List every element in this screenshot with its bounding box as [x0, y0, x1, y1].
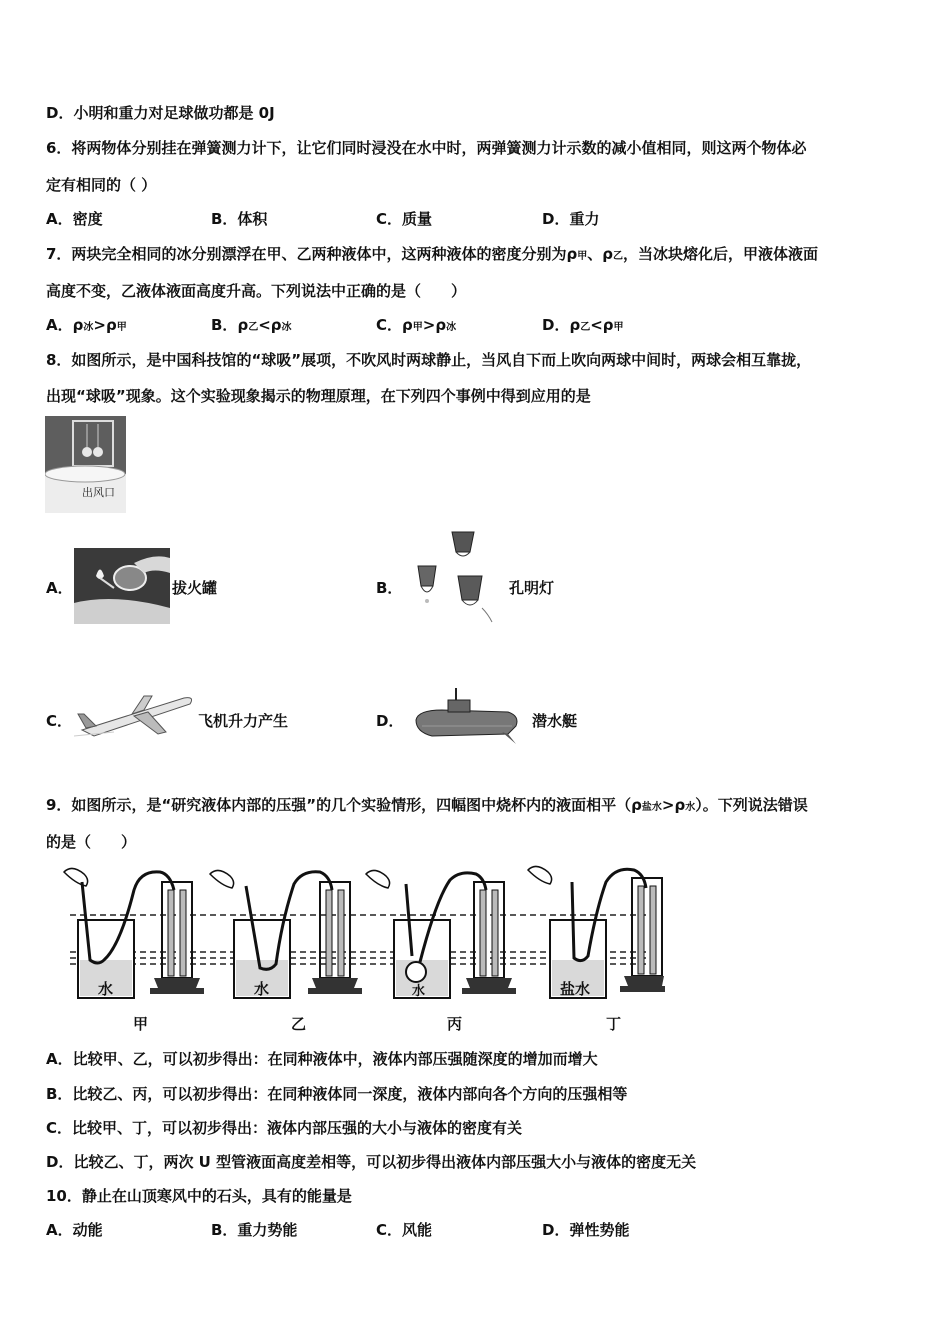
q7-option-d: [542, 314, 624, 335]
q6-option-b: B．体积: [211, 210, 268, 228]
q8-option-a-text: 拔火罐: [172, 579, 218, 597]
q8-option-c-label: C．: [46, 712, 73, 730]
q10-option-b: B．重力势能: [211, 1221, 298, 1239]
q10-stem: 10．静止在山顶寒风中的石头，具有的能量是: [46, 1187, 352, 1205]
ball-suction-photo: [45, 416, 126, 513]
q7-option-a: [46, 314, 127, 335]
q9-option-b: B．比较乙、丙，可以初步得出：在同种液体同一深度，液体内部向各个方向的压强相等: [46, 1085, 628, 1103]
operator: >: [661, 796, 675, 814]
subscript: 甲: [577, 251, 588, 262]
q9-option-d: D．比较乙、丁，两次 U 型管液面高度差相等，可以初步得出液体内部压强大小与液体的密度无关: [46, 1153, 697, 1171]
setup-yi: [210, 870, 362, 998]
option-label: B．: [211, 316, 238, 334]
q7-stem-line2: 高度不变，乙液体液面高度升高。下列说法中正确的是（ ）: [46, 282, 467, 300]
option-label: C．: [376, 316, 403, 334]
q9-stem-line2: 的是（ ）: [46, 833, 137, 851]
subscript: 冰: [446, 322, 457, 333]
caption-yi: 乙: [291, 1015, 307, 1033]
rho-symbol: ρ: [105, 316, 117, 334]
subscript: 盐水: [641, 802, 662, 813]
operator: <: [258, 316, 271, 334]
airplane-image: [74, 690, 196, 742]
caption-jia: 甲: [133, 1015, 149, 1033]
q8-option-d-text: 潜水艇: [532, 712, 578, 730]
rho-symbol: ρ: [435, 316, 447, 334]
outlet-label: 出风口: [82, 486, 115, 499]
sky-lanterns-image: [412, 528, 497, 624]
pressure-experiment-figure: [50, 860, 665, 1000]
q9-option-a: A．比较甲、乙，可以初步得出：在同种液体中，液体内部压强随深度的增加而增大: [46, 1050, 598, 1068]
q8-option-b-label: B．: [376, 579, 403, 597]
q6-option-d: D．重力: [542, 210, 600, 228]
q10-option-c: C．风能: [376, 1221, 433, 1239]
subscript: 冰: [281, 322, 292, 333]
setup-ding: [528, 866, 665, 998]
subscript: 乙: [612, 251, 623, 262]
setup-jia: [64, 868, 204, 998]
subscript: 乙: [248, 322, 259, 333]
beaker-label-bing: 水: [412, 984, 426, 999]
q9-stem-text: 9．如图所示，是“研究液体内部的压强”的几个实验情形，四幅图中烧杯内的液面相平（: [46, 796, 632, 814]
q9-stem-line1: [46, 794, 808, 815]
rho-symbol: ρ: [402, 316, 413, 334]
subscript: 甲: [412, 322, 423, 333]
sky-lantern-drawing: [412, 528, 497, 624]
submarine-image: [412, 686, 520, 752]
q7-stem-text: ，当冰块熔化后，甲液体液面: [622, 245, 818, 263]
subscript: 乙: [580, 322, 591, 333]
rho-symbol: ρ: [602, 316, 614, 334]
rho-symbol: ρ: [602, 245, 613, 263]
q6-stem-line1: 6．将两物体分别挂在弹簧测力计下，让它们同时浸没在水中时，两弹簧测力计示数的减小值相同，则这两个物体必: [46, 139, 807, 157]
q8-stem-line1: 8．如图所示，是中国科技馆的“球吸”展项，不吹风时两球静止，当风自下而上吹向两球中间时，两球会相互靠拢，: [46, 351, 812, 369]
q5-option-d: D．小明和重力对足球做功都是 0J: [46, 104, 275, 122]
q10-option-a: A．动能: [46, 1221, 103, 1239]
q8-option-c-text: 飞机升力产生: [198, 712, 289, 730]
rho-symbol: ρ: [72, 316, 84, 334]
cupping-drawing: [74, 548, 170, 624]
operator: >: [422, 316, 436, 334]
q6-stem-line2: 定有相同的（ ）: [46, 176, 157, 194]
q6-option-c: C．质量: [376, 210, 433, 228]
rho-symbol: ρ: [631, 796, 642, 814]
q9-stem-text: ）。下列说法错误: [695, 796, 808, 814]
submarine-drawing: [412, 686, 520, 752]
q10-option-d: D．弹性势能: [542, 1221, 630, 1239]
option-label: A．: [46, 316, 73, 334]
rho-symbol: ρ: [237, 316, 249, 334]
cupping-photo: [74, 548, 170, 624]
q8-option-b-text: 孔明灯: [509, 579, 555, 597]
setup-bing: [366, 870, 516, 998]
caption-ding: 丁: [606, 1015, 622, 1033]
separator: 、: [587, 245, 603, 263]
beaker-label-jia: 水: [98, 980, 114, 998]
q6-option-a: A．密度: [46, 210, 103, 228]
q7-option-b: [211, 314, 292, 335]
q8-option-d-label: D．: [376, 712, 404, 730]
q7-stem-text: 7．两块完全相同的冰分别漂浮在甲、乙两种液体中，这两种液体的密度分别为: [46, 245, 567, 263]
subscript: 甲: [116, 322, 127, 333]
rho-symbol: ρ: [674, 796, 686, 814]
q7-option-c: [376, 314, 456, 335]
operator: >: [93, 316, 106, 334]
rho-symbol: ρ: [270, 316, 282, 334]
subscript: 甲: [613, 322, 624, 333]
q7-stem-line1: [46, 243, 818, 264]
airplane-drawing: [74, 690, 196, 742]
q9-option-c: C．比较甲、丁，可以初步得出：液体内部压强的大小与液体的密度有关: [46, 1119, 523, 1137]
operator: <: [590, 316, 603, 334]
subscript: 冰: [83, 322, 94, 333]
beaker-label-yi: 水: [254, 980, 270, 998]
beaker-label-ding: 盐水: [560, 980, 591, 998]
option-label: D．: [542, 316, 570, 334]
caption-bing: 丙: [447, 1015, 463, 1033]
subscript: 水: [685, 802, 696, 813]
rho-symbol: ρ: [566, 245, 578, 263]
q8-stem-line2: 出现“球吸”现象。这个实验现象揭示的物理原理，在下列四个事例中得到应用的是: [46, 387, 591, 405]
rho-symbol: ρ: [569, 316, 581, 334]
q8-option-a-label: A．: [46, 579, 73, 597]
